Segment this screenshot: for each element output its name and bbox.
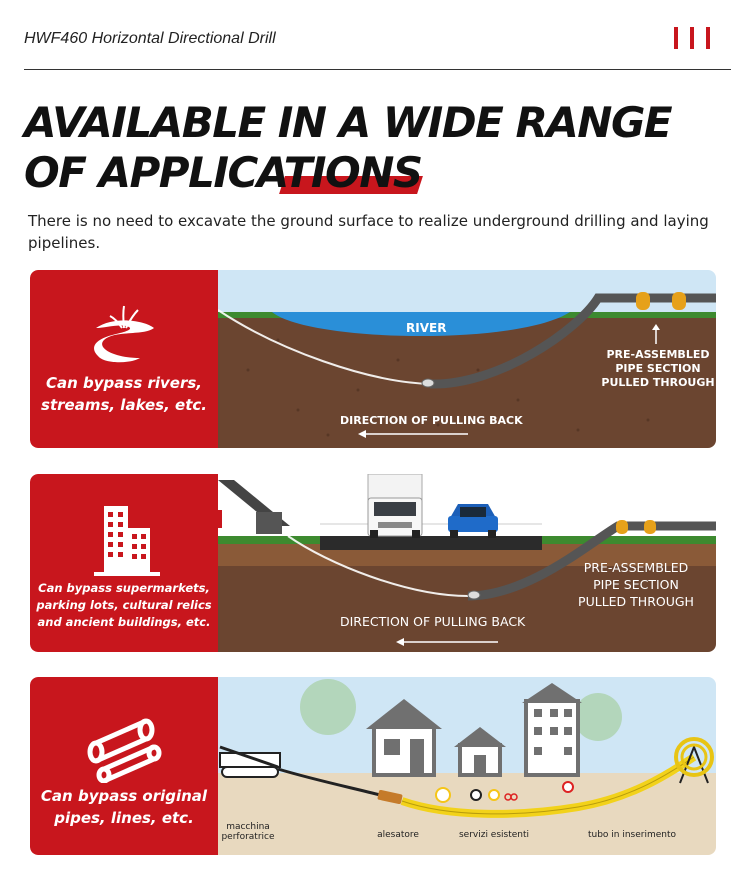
river-crossing-scene: [218, 270, 716, 448]
direction-label: DIRECTION OF PULLING BACK: [340, 414, 523, 427]
machine-label: perforatrice: [221, 832, 275, 842]
pipe-crossing-scene: [218, 677, 716, 855]
existing-services-label: servizi esistenti: [458, 830, 530, 840]
machine-label: macchina: [226, 822, 270, 832]
direction-label: DIRECTION OF PULLING BACK: [340, 614, 526, 629]
application-panel-pipes: [30, 677, 716, 855]
building-icon: [74, 498, 174, 578]
pipe-label: PULLED THROUGH: [601, 376, 715, 389]
pipe-label: PULLED THROUGH: [578, 594, 694, 609]
menu-icon[interactable]: [674, 27, 712, 49]
caption-line: pipes, lines, etc.: [54, 809, 194, 827]
caption-line: Can bypass supermarkets,: [38, 581, 210, 595]
caption-line: Can bypass rivers,: [46, 374, 202, 392]
truck-icon: [368, 474, 422, 538]
panel-red-block: [30, 474, 218, 652]
application-panel-buildings: [30, 474, 716, 652]
header-divider: [24, 69, 731, 70]
pipe-label: PRE-ASSEMBLED: [606, 348, 710, 361]
caption-line: and ancient buildings, etc.: [37, 615, 211, 629]
pipe-label: PIPE SECTION: [615, 362, 701, 375]
caption-line: streams, lakes, etc.: [41, 396, 207, 414]
headline-line-1: AVAILABLE IN A WIDE RANGE: [24, 98, 672, 147]
pipe-label: PIPE SECTION: [593, 577, 679, 592]
panel-red-block: [30, 270, 218, 448]
pipe-label: PRE-ASSEMBLED: [583, 560, 689, 575]
caption-line: parking lots, cultural relics: [36, 598, 212, 612]
page-header-title: HWF460 Horizontal Directional Drill: [24, 30, 276, 47]
application-panel-rivers: [30, 270, 716, 448]
caption-line: Can bypass original: [40, 787, 208, 805]
pipes-icon: [74, 703, 174, 783]
reamer-label: alesatore: [377, 830, 419, 840]
subtitle: There is no need to excavate the ground surface to realize underground drilling and laying pipelines.: [28, 212, 709, 252]
headline: [24, 98, 671, 198]
road: [320, 536, 542, 550]
road-crossing-scene: [218, 474, 716, 652]
insertion-pipe-label: tubo in inserimento: [587, 830, 677, 840]
river-icon: [74, 298, 174, 378]
headline-line-2: OF APPLICATIONS: [24, 148, 422, 197]
panel-red-block: [30, 677, 218, 855]
river-label: RIVER: [406, 321, 447, 335]
